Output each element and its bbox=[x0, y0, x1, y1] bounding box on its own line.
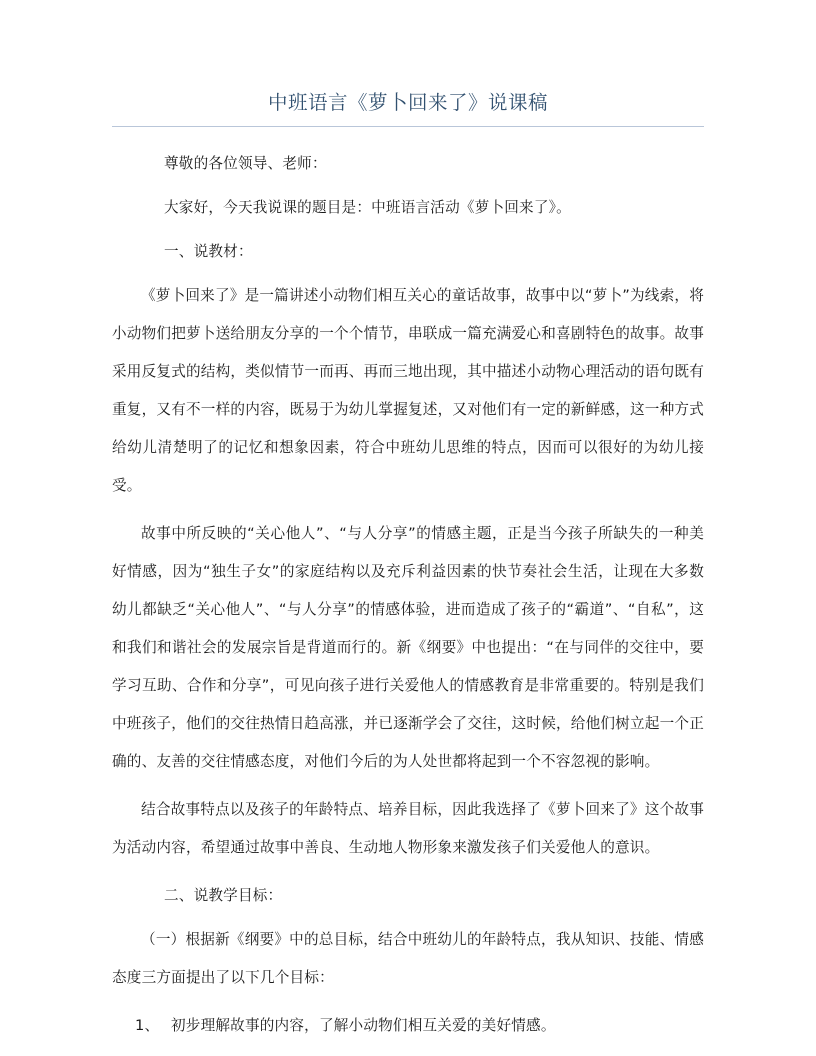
heading-section-one: 一、说教材： bbox=[164, 243, 253, 260]
document-body bbox=[112, 88, 704, 1055]
list-item bbox=[112, 1007, 704, 1045]
page-title: 中班语言《萝卜回来了》说课稿 bbox=[267, 91, 548, 114]
paragraph-goals-intro: （一）根据新《纲要》中的总目标，结合中班幼儿的年龄特点，我从知识、技能、情感态度三方面提出了以下几个目标： bbox=[112, 931, 704, 986]
paragraph-materials-one: 《萝卜回来了》是一篇讲述小动物们相互关心的童话故事，故事中以“萝卜”为线索，将小动物们把萝卜送给朋友分享的一个个情节，串联成一篇充满爱心和喜剧特色的故事。故事采用反复式的结构，类似情节一而再、再而三地出现，其中描述小动物心理活动的语句既有重复，又有不一样的内容，既易于为幼儿掌握复述，又对他们有一定的新鲜感，这一种方式给幼儿清楚明了的记忆和想象因素，符合中班幼儿思维的特点，因而可以很好的为幼儿接受。 bbox=[112, 287, 704, 494]
paragraph-salutation: 尊敬的各位领导、老师： bbox=[164, 155, 327, 172]
list-item-number: 1、 bbox=[135, 1017, 160, 1034]
paragraph-materials-two: 故事中所反映的“关心他人”、“与人分享”的情感主题，正是当今孩子所缺失的一种美好情感，因为“独生子女”的家庭结构以及充斥利益因素的快节奏社会生活，让现在大多数幼儿都缺乏“关心他人”、“与人分享”的情感体验，进而造成了孩子的“霸道”、“自私”，这和我们和谐社会的发展宗旨是背道而行的。新《纲要》中也提出：“在与同伴的交往中，要学习互助、合作和分享”，可见向孩子进行关爱他人的情感教育是非常重要的。特别是我们中班孩子，他们的交往热情日趋高涨，并已逐渐学会了交往，这时候，给他们树立起一个正确的、友善的交往情感态度，对他们今后的为人处世都将起到一个不容忽视的影响。 bbox=[112, 525, 704, 770]
heading-section-two: 二、说教学目标： bbox=[164, 887, 283, 904]
list-item-text: 初步理解故事的内容，了解小动物们相互关爱的美好情感。 bbox=[171, 1017, 556, 1034]
paragraph-materials-three: 结合故事特点以及孩子的年龄特点、培养目标，因此我选择了《萝卜回来了》这个故事为活动内容，希望通过故事中善良、生动地人物形象来激发孩子们关爱他人的意识。 bbox=[112, 801, 704, 856]
paragraph-greeting: 大家好，今天我说课的题目是：中班语言活动《萝卜回来了》。 bbox=[164, 199, 571, 216]
title-divider bbox=[112, 126, 704, 127]
